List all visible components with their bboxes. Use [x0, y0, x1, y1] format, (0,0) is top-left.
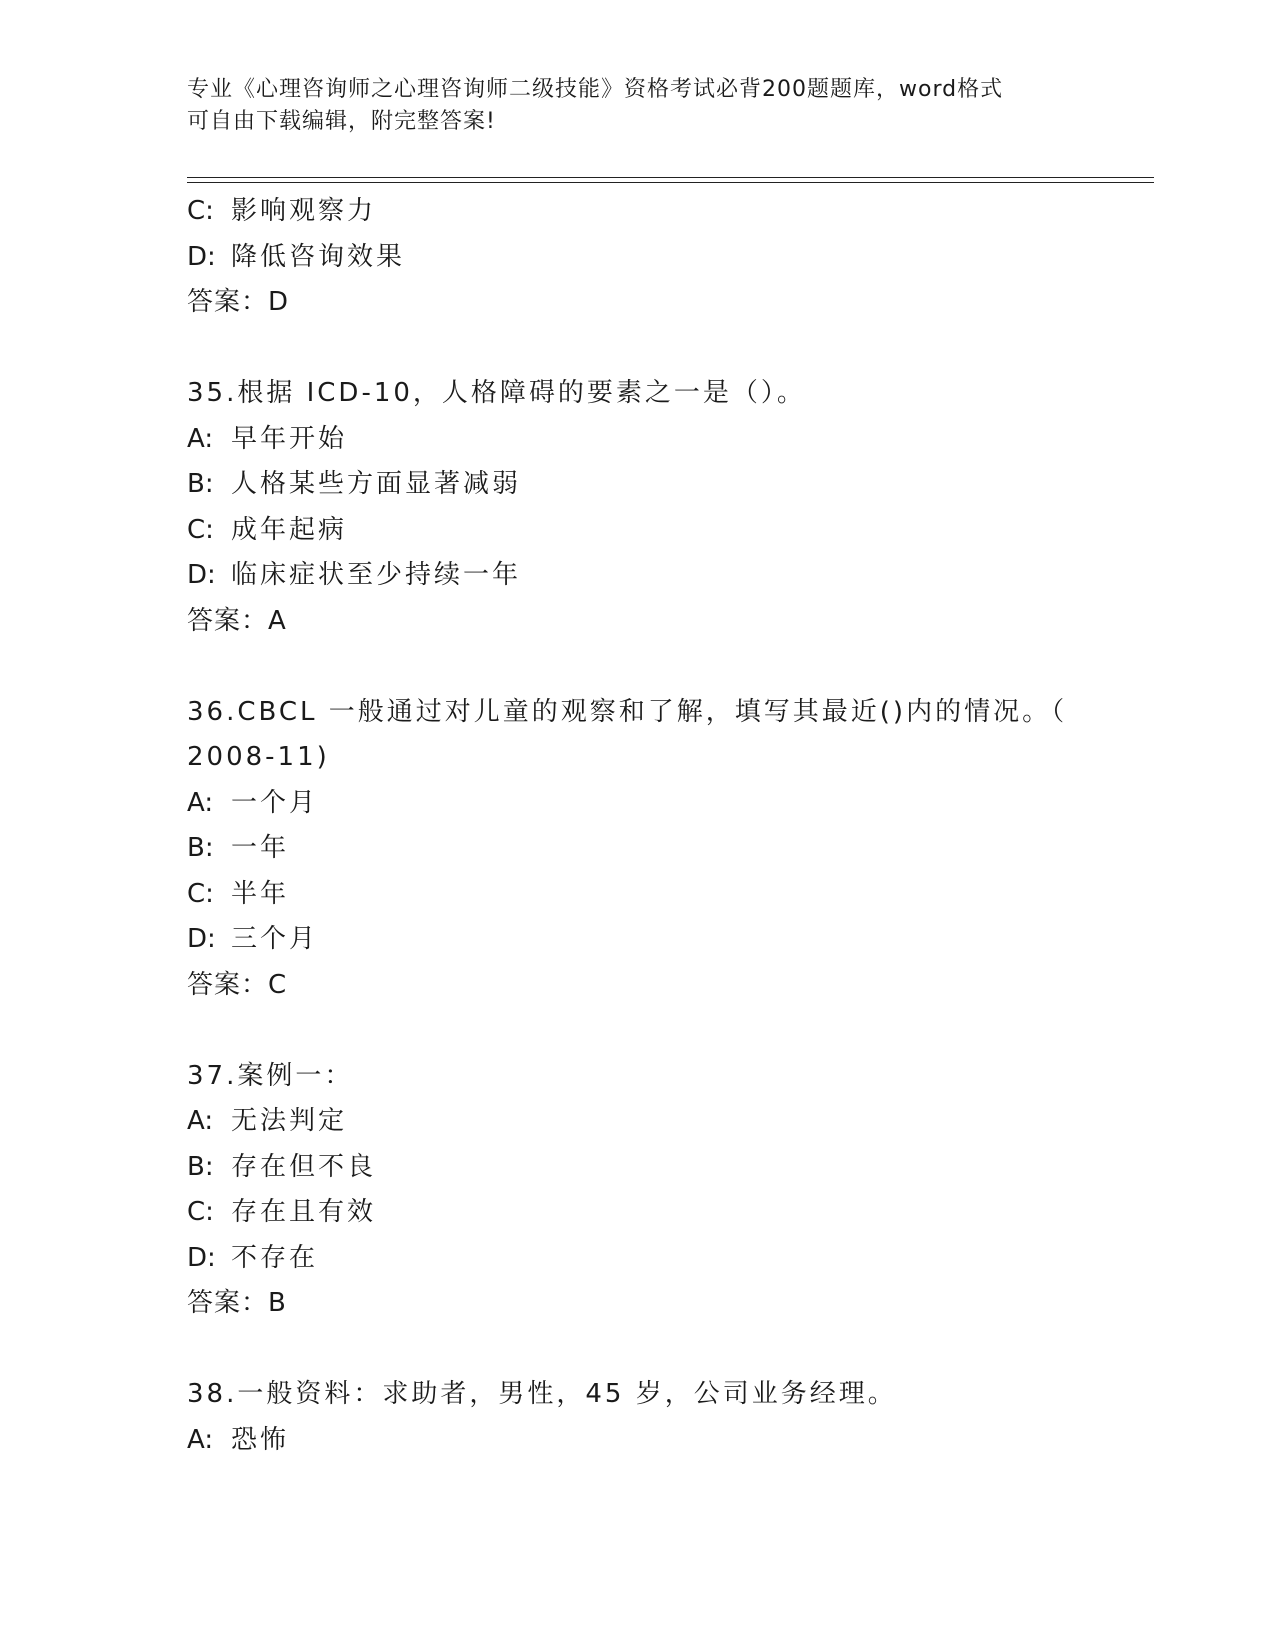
option-label: D:: [187, 241, 216, 272]
header-divider-top: [187, 177, 1154, 178]
question-36: [187, 690, 1087, 1009]
option-label: A:: [187, 1106, 214, 1136]
option-label: A:: [187, 423, 214, 454]
spacer: [187, 644, 1087, 690]
option-c: [187, 189, 1087, 235]
header-divider-bottom: [187, 182, 1154, 183]
option-b: [187, 1145, 1087, 1191]
option-text: 半年: [231, 878, 290, 909]
option-a: [187, 417, 1087, 463]
question-38: [187, 1372, 1087, 1463]
option-d: [187, 917, 1087, 963]
option-label: C:: [187, 196, 214, 226]
option-text: 无法判定: [231, 1106, 348, 1136]
option-d: [187, 235, 1087, 281]
option-b: [187, 462, 1087, 508]
spacer: [187, 1327, 1087, 1373]
question-stem-continuation: 2008-11): [187, 742, 330, 772]
option-label: D:: [187, 560, 216, 590]
option-text: 成年起病: [231, 514, 348, 545]
question-stem: 36.CBCL 一般通过对儿童的观察和了解，填写其最近()内的情况。（: [187, 696, 1068, 727]
option-label: B:: [187, 833, 214, 863]
option-c: [187, 1190, 1087, 1236]
option-text: 存在且有效: [231, 1197, 377, 1227]
option-d: [187, 553, 1087, 599]
option-b: [187, 826, 1087, 872]
spacer: [187, 326, 1087, 372]
option-text: 临床症状至少持续一年: [231, 560, 522, 590]
option-label: C:: [187, 1197, 214, 1227]
question-content: [187, 189, 1087, 1463]
option-c: [187, 508, 1087, 554]
answer-line: 答案：D: [187, 287, 290, 317]
option-text: 存在但不良: [231, 1151, 377, 1182]
option-a: [187, 1418, 1087, 1464]
option-label: D:: [187, 924, 216, 954]
option-label: A:: [187, 787, 214, 818]
option-c: [187, 872, 1087, 918]
question-stem: 37.案例一：: [187, 1060, 354, 1091]
option-text: 人格某些方面显著减弱: [231, 469, 522, 499]
question-34-tail: [187, 189, 1087, 326]
option-label: D:: [187, 1242, 216, 1273]
option-text: 早年开始: [231, 423, 348, 454]
option-label: C:: [187, 514, 214, 545]
option-text: 三个月: [231, 924, 319, 954]
option-a: [187, 781, 1087, 827]
option-text: 一个月: [231, 787, 319, 818]
spacer: [187, 1008, 1087, 1054]
answer-line: 答案：B: [187, 1288, 287, 1318]
option-label: B:: [187, 1151, 214, 1182]
option-text: 影响观察力: [231, 196, 377, 226]
question-37: [187, 1054, 1087, 1327]
answer-line: 答案：C: [187, 969, 288, 1000]
option-label: A:: [187, 1424, 214, 1455]
header-title-line-2: 可自由下载编辑，附完整答案!: [187, 109, 496, 134]
option-d: [187, 1236, 1087, 1282]
option-label: B:: [187, 469, 214, 499]
question-stem: 35.根据 ICD-10，人格障碍的要素之一是（）。: [187, 378, 806, 408]
answer-line: 答案：A: [187, 605, 287, 636]
document-header: [187, 74, 1087, 138]
option-text: 一年: [231, 833, 290, 863]
option-text: 恐怖: [231, 1424, 290, 1455]
option-text: 降低咨询效果: [231, 241, 406, 272]
option-a: [187, 1099, 1087, 1145]
question-35: [187, 371, 1087, 644]
option-text: 不存在: [231, 1242, 319, 1273]
option-label: C:: [187, 878, 214, 909]
header-title-line-1: 专业《心理咨询师之心理咨询师二级技能》资格考试必背200题题库，word格式: [187, 77, 1004, 102]
question-stem: 38.一般资料：求助者，男性，45 岁，公司业务经理。: [187, 1379, 897, 1409]
